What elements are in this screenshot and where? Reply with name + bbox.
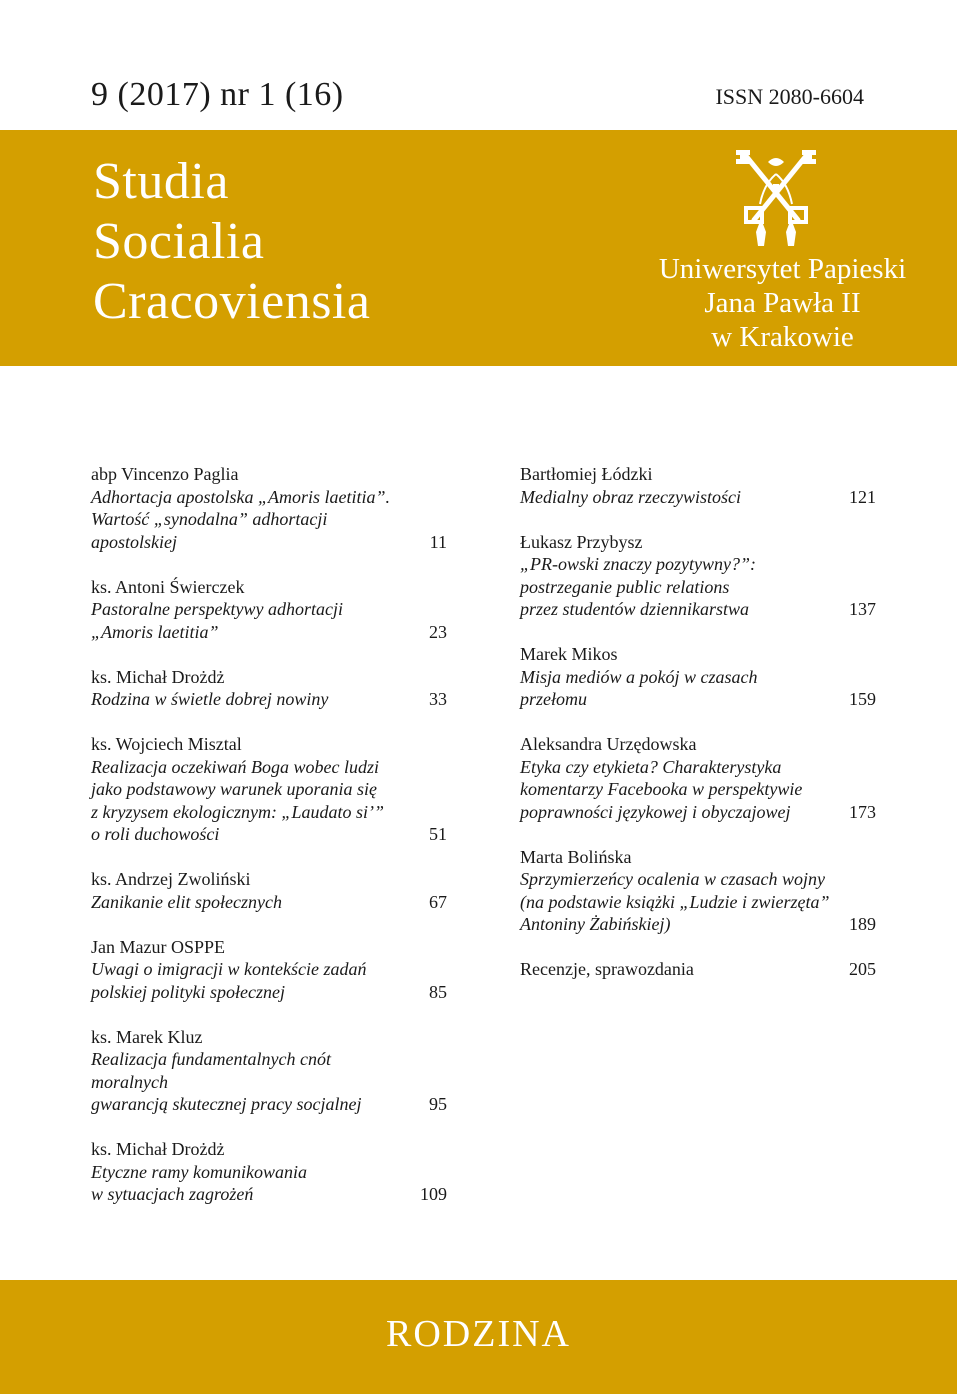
toc-entry bbox=[91, 1138, 447, 1206]
toc-title-line: Zanikanie elit społecznych bbox=[91, 891, 282, 912]
issue-number: 9 (2017) nr 1 (16) bbox=[91, 76, 344, 113]
toc-author: ks. Andrzej Zwoliński bbox=[91, 869, 251, 889]
toc-entry bbox=[520, 733, 876, 823]
university-line: Jana Pawła II bbox=[704, 287, 861, 319]
toc-entry bbox=[520, 643, 876, 711]
toc-page: 51 bbox=[429, 824, 447, 844]
toc-title-line: Realizacja fundamentalnych cnót moralnych bbox=[91, 1049, 331, 1092]
toc-author: ks. Antoni Świerczek bbox=[91, 576, 245, 597]
toc-title-line: z kryzysem ekologicznym: „Laudato si’” bbox=[91, 801, 384, 822]
journal-title-line: Studia bbox=[93, 153, 229, 210]
toc-author: Jan Mazur OSPPE bbox=[91, 936, 225, 957]
toc-title-line: Wartość „synodalna” adhortacji apostolskiej bbox=[91, 509, 328, 552]
toc-entry bbox=[91, 463, 447, 553]
toc-entry bbox=[520, 846, 876, 936]
toc-title-line: Misja mediów a pokój w czasach bbox=[520, 666, 758, 687]
toc-author: Łukasz Przybysz bbox=[520, 531, 643, 552]
issue-theme: RODZINA bbox=[386, 1313, 571, 1355]
toc-title-line: o roli duchowości bbox=[91, 824, 220, 844]
toc-title-line: jako podstawowy warunek uporania się bbox=[91, 779, 377, 799]
toc-author: Aleksandra Urzędowska bbox=[520, 734, 697, 754]
toc-page: 95 bbox=[429, 1094, 447, 1114]
toc-page: 121 bbox=[849, 486, 876, 507]
toc-author: ks. Marek Kluz bbox=[91, 1026, 203, 1047]
toc-title-line: w sytuacjach zagrożeń bbox=[91, 1184, 254, 1204]
toc-entry bbox=[91, 576, 447, 644]
toc-author: Bartłomiej Łódzki bbox=[520, 464, 653, 484]
toc-title-line: gwarancją skutecznej pracy socjalnej bbox=[91, 1094, 362, 1114]
journal-title-line: Cracoviensia bbox=[93, 273, 371, 330]
toc-entry bbox=[91, 1026, 447, 1116]
toc-title-line: Medialny obraz rzeczywistości bbox=[520, 486, 741, 507]
toc-title-line: „PR-owski znaczy pozytywny?”: bbox=[520, 554, 756, 574]
theme-band bbox=[0, 1280, 957, 1394]
toc-entry bbox=[520, 958, 876, 981]
toc-title-line: przełomu bbox=[520, 689, 587, 709]
toc-page: 11 bbox=[429, 531, 447, 552]
toc-title-line: Realizacja oczekiwań Boga wobec ludzi bbox=[91, 756, 379, 777]
toc-author: ks. Wojciech Misztal bbox=[91, 734, 242, 754]
toc-title-line: Pastoralne perspektywy adhortacji bbox=[91, 599, 343, 619]
toc-title-line: przez studentów dziennikarstwa bbox=[520, 599, 750, 619]
toc-entry bbox=[91, 666, 447, 711]
toc-title-line: Antoniny Żabińskiej) bbox=[520, 914, 671, 934]
toc-title-line: Uwagi o imigracji w kontekście zadań bbox=[91, 959, 367, 979]
toc-page: 33 bbox=[429, 689, 447, 709]
toc-entry bbox=[91, 936, 447, 1004]
toc-page: 85 bbox=[429, 981, 447, 1002]
toc-title-line: (na podstawie książki „Ludzie i zwierzęta” bbox=[520, 891, 830, 912]
toc-entry bbox=[91, 733, 447, 846]
toc-page: 173 bbox=[849, 801, 876, 822]
toc-title-line: polskiej polityki społecznej bbox=[91, 981, 285, 1002]
toc-title-line: „Amoris laetitia” bbox=[91, 621, 219, 642]
toc-author: ks. Michał Drożdż bbox=[91, 1139, 225, 1159]
toc-title-line: Etyka czy etykieta? Charakterystyka bbox=[520, 756, 782, 777]
toc-title-line: komentarzy Facebooka w perspektywie bbox=[520, 779, 803, 799]
toc-author: Marta Bolińska bbox=[520, 846, 632, 867]
toc-title-line: postrzeganie public relations bbox=[520, 576, 730, 597]
toc-page: 205 bbox=[849, 959, 876, 979]
toc-title-line: Etyczne ramy komunikowania bbox=[91, 1161, 307, 1182]
toc-page: 67 bbox=[429, 891, 447, 912]
toc-title-line: poprawności językowej i obyczajowej bbox=[520, 801, 791, 822]
toc-left-column bbox=[91, 463, 447, 1228]
toc-title-line: Adhortacja apostolska „Amoris laetitia”. bbox=[91, 486, 391, 507]
toc-author: Marek Mikos bbox=[520, 644, 618, 664]
university-line: Uniwersytet Papieski bbox=[658, 253, 907, 285]
toc-page: 159 bbox=[849, 689, 876, 709]
university-line: w Krakowie bbox=[711, 321, 854, 353]
journal-title bbox=[93, 152, 370, 332]
university-name bbox=[640, 252, 925, 354]
toc-section-label: Recenzje, sprawozdania bbox=[520, 959, 694, 979]
toc-author: ks. Michał Drożdż bbox=[91, 666, 225, 687]
issn: ISSN 2080-6604 bbox=[715, 84, 864, 109]
toc-page: 137 bbox=[849, 599, 876, 619]
title-band bbox=[0, 130, 957, 366]
crossed-keys-emblem-icon bbox=[726, 144, 826, 254]
toc-page: 189 bbox=[849, 914, 876, 934]
toc-right-column bbox=[520, 463, 876, 1003]
toc-author: abp Vincenzo Paglia bbox=[91, 464, 239, 484]
toc-entry bbox=[91, 868, 447, 913]
toc-page: 109 bbox=[420, 1184, 447, 1204]
toc-title-line: Rodzina w świetle dobrej nowiny bbox=[91, 689, 329, 709]
journal-title-line: Socialia bbox=[93, 213, 265, 270]
toc-title-line: Sprzymierzeńcy ocalenia w czasach wojny bbox=[520, 869, 825, 889]
toc-entry bbox=[520, 463, 876, 508]
toc-page: 23 bbox=[429, 621, 447, 642]
toc-entry bbox=[520, 531, 876, 621]
